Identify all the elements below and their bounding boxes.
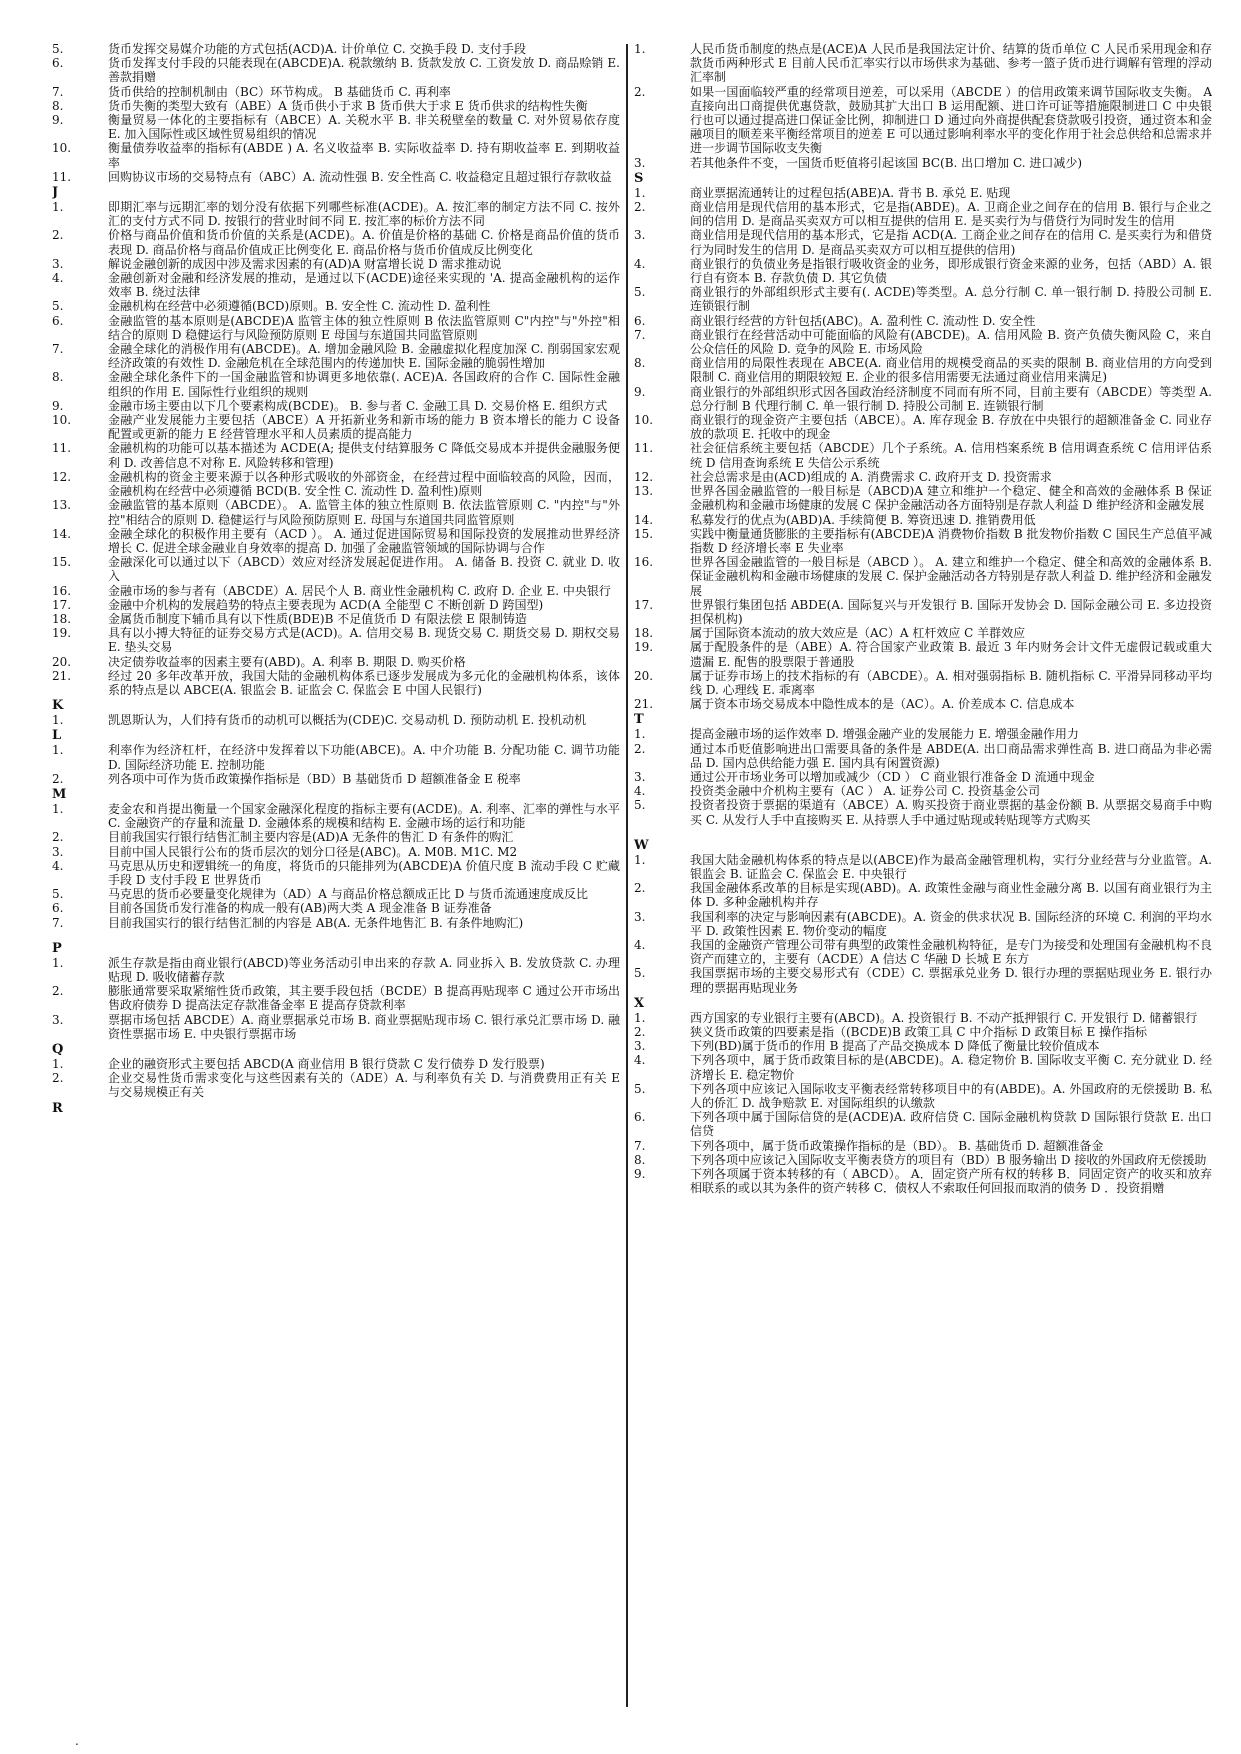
question-number: 1.: [634, 852, 646, 867]
question-number: 18.: [52, 611, 72, 626]
question-item: [52, 655, 620, 669]
question-text: 金属货币制度下辅币具有以下性质(BDE)B 不足值货币 D 有限法偿 E 限制铸造: [108, 611, 527, 626]
question-number: 8.: [52, 98, 64, 113]
question-number: 12.: [52, 469, 72, 484]
question-number: 6.: [52, 313, 64, 328]
question-item: [634, 285, 1212, 313]
question-item: [634, 697, 1212, 711]
question-item: [52, 626, 620, 654]
question-text: 下列各项中应该记入国际收支平衡表贷方的项目有（BD）B 服务输出 D 接收的外国政府无偿援助: [690, 1152, 1207, 1167]
question-item: [52, 830, 620, 844]
question-text: 下列各项中应该记入国际收支平衡表经常转移项目中的有(ABDE)。A. 外国政府的无偿援助 B. 私人的侨汇 D. 战争赔款 E. 对国际组织的认缴款: [690, 1081, 1212, 1111]
question-item: [634, 513, 1212, 527]
question-text: 派生存款是指由商业银行(ABCD)等业务活动引申出来的存款 A. 同业拆入 B. 发放贷款 C. 办理贴现 D. 吸收储蓄存款: [108, 955, 620, 984]
question-text: 投资者投资于票据的渠道有（ABCE）A. 购买投资于商业票据的基金份额 B. 从票据交易商手中购买 C. 从发行人手中直接购买 E. 从持票人手中通过贴现或转贴现等方式购买: [690, 798, 1212, 827]
question-text: 商业银行在经营活动中可能面临的风险有(ABCDE)。A. 信用风险 B. 资产负债失衡风险 C，来自公众信任的风险 D. 竞争的风险 E. 市场风险: [690, 327, 1212, 357]
left-column: [52, 42, 620, 1707]
question-number: 19.: [52, 626, 72, 641]
question-text: 下列(BD)属于货币的作用 B 提高了产品交换成本 D 降低了衡量比较价值成本: [690, 1039, 1100, 1054]
question-item: [52, 555, 620, 583]
question-item: [52, 527, 620, 555]
question-item: [634, 881, 1212, 909]
question-item: [634, 441, 1212, 469]
question-item: [52, 113, 620, 141]
question-item: [52, 669, 620, 697]
question-number: 2.: [634, 881, 646, 896]
question-number: 15.: [52, 555, 72, 570]
question-item: [634, 853, 1212, 881]
question-number: 5.: [634, 285, 646, 300]
question-item: [52, 713, 620, 727]
question-item: [52, 257, 620, 271]
question-text: 世界各国金融监管的一般目标是（ABCD ）。 A. 建立和维护一个稳定、健全和高效的金融体系 B. 保证金融机构和金融市场健康的发展 C. 保护金融活动各方特别是存款人利益 D. 维护经济和金融发展: [690, 555, 1212, 598]
question-number: 2.: [52, 228, 64, 243]
question-item: [52, 299, 620, 313]
question-number: 1.: [52, 801, 64, 816]
question-number: 5.: [52, 887, 64, 902]
question-text: 马克思的货币必要量变化规律为（AD）A 与商品价格总额成正比 D 与货币流通速度成反比: [108, 887, 589, 902]
question-item: [52, 56, 620, 84]
question-text: 衡量贸易一体化的主要指标有（ABCE）A. 关税水平 B. 非关税壁垒的数量 C. 对外贸易依存度 E. 加入国际性或区域性贸易组织的情况: [108, 113, 620, 142]
question-text: 社会总需求是由(ACD)组成的 A. 消费需求 C. 政府开支 D. 投资需求: [690, 469, 1052, 484]
question-number: 4.: [634, 256, 646, 271]
question-text: 商业银行的负债业务是指银行吸收资金的业务，即形成银行资金来源的业务，包括（ABD）A. 银行自有资本 B. 存款负债 D. 其它负债: [690, 256, 1212, 286]
question-text: 商业信用是现代信用的基本形式，它是指(ABDE)。A. 卫商企业之间存在的信用 B. 银行与企业之间的信用 D. 是商品买卖双方可以相互提供的信用 E. 是买卖行为与借贷行为同时发生的信用: [690, 200, 1212, 229]
question-number: 1.: [52, 1057, 64, 1071]
question-text: 决定债券收益率的因素主要有(ABD)。A. 利率 B. 期限 D. 购买价格: [108, 654, 466, 669]
question-item: [634, 470, 1212, 484]
question-item: [52, 772, 620, 786]
question-item: [634, 770, 1212, 784]
question-item: [52, 200, 620, 228]
question-number: 1.: [634, 1010, 646, 1025]
question-item: [52, 99, 620, 113]
question-item: [52, 170, 620, 184]
question-text: 投资类金融中介机构主要有（AC ） A. 证券公司 C. 投资基金公司: [690, 784, 1040, 799]
question-item: [634, 328, 1212, 356]
question-text: 属于配股条件的是（ABE）A. 符合国家产业政策 B. 最近 3 年内财务会计文件无虚假记载或重大遗漏 E. 配售的股票限于普通股: [690, 640, 1212, 669]
question-number: 13.: [634, 484, 654, 499]
question-text: 实践中衡量通货膨胀的主要指标有(ABCDE)A 消费物价指数 B 批发物价指数 C 国民生产总值平减指数 D 经济增长率 E 失业率: [690, 526, 1212, 555]
question-text: 我国金融体系改革的目标是实现(ABD)。A. 政策性金融与商业性金融分离 B. 以国有商业银行为主体 D. 多种金融机构并存: [690, 881, 1212, 910]
section-letter-heading: W: [634, 837, 649, 853]
question-item: [634, 314, 1212, 328]
question-number: 19.: [634, 640, 654, 655]
question-item: [52, 1071, 620, 1099]
question-number: 11.: [634, 441, 654, 456]
question-text: 目前我国实行银行结售汇制主要内容是(AD)A 无条件的售汇 D 有条件的购汇: [108, 830, 514, 845]
question-text: 企业交易性货币需求变化与这些因素有关的（ADE）A. 与利率负有关 D. 与消费费用正有关 E 与交易规模正有关: [108, 1071, 620, 1100]
footer-mark: .: [75, 1734, 79, 1748]
question-item: [52, 470, 620, 498]
spacer: [52, 930, 620, 940]
question-text: 通过公开市场业务可以增加或减少（CD ） C 商业银行准备金 D 流通中现金: [690, 769, 1095, 784]
question-number: 1.: [52, 743, 64, 758]
question-text: 商业信用是现代信用的基本形式，它是指 ACD(A. 工商企业之间存在的信用 C. 是买卖行为和借贷行为同时发生的信用 D. 是商品买卖双方可以相互提供的信用): [690, 228, 1212, 257]
question-number: 8.: [634, 1152, 646, 1167]
question-number: 3.: [634, 228, 646, 243]
question-number: 3.: [52, 1012, 64, 1027]
question-item: [634, 484, 1212, 512]
question-text: 金融机构的资金主要来源于以各种形式吸收的外部资金，在经营过程中面临较高的风险，因而，金融机构在经营中必须遵循 BCD(B. 安全性 C. 流动性 D. 盈利性)原则: [108, 469, 620, 499]
question-number: 2.: [52, 1071, 64, 1086]
question-item: [52, 228, 620, 256]
question-text: 我国大陆金融机构体系的特点是以(ABCE)作为最高金融管理机构，实行分业经营与分业监管。A. 银监会 B. 证监会 C. 保监会 E. 中央银行: [690, 852, 1212, 881]
question-item: [634, 742, 1212, 770]
question-number: 13.: [52, 498, 72, 513]
question-text: 回购协议市场的交易特点有（ABC）A. 流动性强 B. 安全性高 C. 收益稳定且超过银行存款收益: [108, 169, 612, 184]
question-number: 8.: [634, 356, 646, 371]
question-item: [634, 1110, 1212, 1138]
question-text: 目前中国人民银行公布的货币层次的划分口径是(ABC)。A. M0B. M1C. M2: [108, 844, 518, 859]
question-item: [52, 413, 620, 441]
question-text: 凯恩斯认为，人们持有货币的动机可以概括为(CDE)C. 交易动机 D. 预防动机 E. 投机动机: [108, 713, 587, 728]
section-letter-heading: J: [52, 185, 59, 201]
question-number: 4.: [634, 937, 646, 952]
question-item: [634, 1082, 1212, 1110]
question-item: [634, 1153, 1212, 1167]
question-item: [52, 887, 620, 901]
question-item: [52, 42, 620, 56]
question-number: 7.: [634, 1138, 646, 1153]
question-item: [634, 228, 1212, 256]
question-text: 金融监管的基本原则（ABCDE）。 A. 监管主体的独立性原则 B. 依法监管原则 C. "内控"与"外控"相结合的原则 D. 稳健运行与风险预防原则 E. 母国与东道国共同监管原则: [108, 498, 620, 527]
question-number: 2.: [634, 84, 646, 99]
question-text: 金融全球化的积极作用主要有（ACD ）。 A. 通过促进国际贸易和国际投资的发展推动世界经济增长 C. 促进全球金融业自身效率的提高 D. 加强了金融监管领域的国际协调与合作: [108, 526, 620, 555]
question-item: [52, 916, 620, 930]
section-letter-heading: R: [52, 1100, 63, 1116]
question-item: [52, 802, 620, 830]
question-item: [634, 257, 1212, 285]
question-number: 4.: [634, 1053, 646, 1068]
question-number: 4.: [52, 858, 64, 873]
question-number: 18.: [634, 626, 654, 641]
question-number: 5.: [52, 42, 64, 56]
question-item: [634, 1039, 1212, 1053]
question-number: 12.: [634, 469, 654, 484]
question-text: 西方国家的专业银行主要有(ABCD)。A. 投资银行 B. 不动产抵押银行 C. 开发银行 D. 储蓄银行: [690, 1010, 1198, 1025]
question-number: 6.: [634, 313, 646, 328]
question-text: 金融监管的基本原则是(ABCDE)A 监管主体的独立性原则 B 依法监管原则 C"内控"与"外控"相结合的原则 D 稳健运行与风险预防原则 E 母国与东道国共同监管原则: [108, 313, 620, 342]
question-item: [634, 798, 1212, 826]
question-number: 10.: [52, 141, 72, 156]
question-number: 8.: [52, 370, 64, 385]
question-text: 金融全球化条件下的一国金融监管和协调更多地依靠(. ACE)A. 各国政府的合作 C. 国际性金融组织的作用 E. 国际性行业组织的规则: [108, 370, 620, 399]
question-number: 2.: [52, 984, 64, 999]
question-text: 金融机构在经营中必须遵循(BCD)原则。B. 安全性 C. 流动性 D. 盈利性: [108, 299, 491, 314]
question-item: [634, 356, 1212, 384]
question-text: 金融产业发展能力主要包括（ABCE）A 开拓新业务和新市场的能力 B 资本增长的能力 C 设备配置或更新的能力 E 经营管理水平和人员素质的提高能力: [108, 413, 620, 442]
question-item: [634, 784, 1212, 798]
question-number: 14.: [634, 512, 654, 527]
question-number: 7.: [52, 84, 64, 99]
question-number: 6.: [634, 1110, 646, 1125]
question-text: 属于国际资本流动的放大效应是（AC）A 杠杆效应 C 羊群效应: [690, 626, 1026, 641]
question-text: 若其他条件不变，一国货币贬值将引起该国 BC(B. 出口增加 C. 进口减少): [690, 155, 1083, 170]
question-number: 3.: [634, 155, 646, 170]
question-number: 3.: [52, 844, 64, 859]
question-item: [634, 1025, 1212, 1039]
question-number: 9.: [634, 384, 646, 399]
question-number: 3.: [634, 769, 646, 784]
question-item: [52, 584, 620, 598]
question-text: 目前各国货币发行准备的构成一般有(AB)两大类 A 现金准备 B 证券准备: [108, 901, 492, 916]
question-number: 10.: [634, 413, 654, 428]
question-text: 下列各项属于资本转移的有（ ABCD）。 A．固定资产所有权的转移 B．同固定资产的收买和放弃相联系的或以其为条件的资产转移 C．债权人不索取任何回报而取消的债务 D ．投资捐赠: [690, 1167, 1212, 1196]
question-item: [634, 85, 1212, 156]
question-text: 金融市场的参与者有（ABCDE）A. 居民个人 B. 商业性金融机构 C. 政府 D. 企业 E. 中央银行: [108, 583, 611, 598]
question-item: [634, 42, 1212, 85]
question-text: 价格与商品价值和货币价值的关系是(ACDE)。A. 价值是价格的基础 C. 价格是商品价值的货币表现 D. 商品价格与商品价值成正比例变化 E. 商品价格与货币价值成反比例变化: [108, 228, 620, 257]
question-item: [634, 669, 1212, 697]
section-letter-heading: S: [634, 170, 644, 186]
question-item: [52, 859, 620, 887]
question-number: 17.: [52, 597, 72, 612]
question-text: 目前我国实行的银行结售汇制的内容是 AB(A. 无条件地售汇 B. 有条件地购汇): [108, 915, 524, 930]
question-number: 20.: [52, 654, 72, 669]
question-number: 9.: [52, 113, 64, 128]
question-number: 1.: [634, 42, 646, 56]
question-number: 4.: [634, 784, 646, 799]
section-letter-heading: P: [52, 940, 62, 956]
section-letter-heading: M: [52, 786, 67, 802]
question-text: 具有以小搏大特征的证券交易方式是(ACD)。A. 信用交易 B. 现货交易 C. 期货交易 D. 期权交易 E. 垫头交易: [108, 626, 620, 655]
question-item: [634, 1011, 1212, 1025]
question-text: 金融创新对金融和经济发展的推动，是通过以下(ACDE)途径来实现的 'A. 提高金融机构的运作效率 B. 绕过法律: [108, 271, 620, 300]
question-item: [52, 271, 620, 299]
question-text: 狭义货币政策的四要素是指（(BCDE)B 政策工具 C 中介指标 D 政策目标 E 操作指标: [690, 1025, 1148, 1039]
question-item: [52, 342, 620, 370]
question-number: 10.: [52, 413, 72, 428]
question-number: 2.: [52, 830, 64, 845]
question-item: [52, 598, 620, 612]
question-item: [634, 626, 1212, 640]
spacer: [634, 827, 1212, 837]
question-number: 2.: [634, 741, 646, 756]
question-text: 属于证券市场上的技术指标的有（ABCDE）。A. 相对强弱指标 B. 随机指标 C. 平滑异同移动平均线 D. 心理线 E. 乖离率: [690, 668, 1212, 697]
question-text: 世界银行集团包括 ABDE(A. 国际复兴与开发银行 B. 国际开发协会 D. 国际金融公司 E. 多边投资担保机构): [690, 597, 1212, 626]
question-item: [634, 598, 1212, 626]
question-number: 2.: [634, 1025, 646, 1039]
question-text: 下列各项中，属于货币政策操作指标的是（BD）。 B. 基础货币 D. 超额准备金: [690, 1138, 1104, 1153]
question-text: 世界各国金融监管的一般目标是（ABCD)A 建立和维护一个稳定、健全和高效的金融体系 B 保证金融机构和金融市场健康的发展 C 保护金融活动各方面特别是存款人利益 D 维护经济和金融发展: [690, 484, 1212, 513]
question-text: 金融全球化的消极作用有(ABCDE)。A. 增加金融风险 B. 金融虚拟化程度加深 C. 削弱国家宏观经济政策的有效性 D. 金融危机在全球范围内的传递加快 E. 国际金融的脆弱性增加: [108, 342, 620, 371]
question-item: [634, 1139, 1212, 1153]
question-number: 5.: [634, 798, 646, 813]
question-item: [634, 555, 1212, 598]
question-item: [634, 186, 1212, 200]
question-item: [52, 370, 620, 398]
question-text: 人民币货币制度的热点是(ACE)A 人民币是我国法定计价、结算的货币单位 C 人民币采用现金和存款货币两种形式 E 目前人民币汇率实行以市场供求为基础、参考一篮子货币进行调解有管理的浮动汇率制: [690, 42, 1212, 85]
section-letter-heading: L: [52, 728, 62, 744]
question-number: 4.: [52, 271, 64, 286]
question-number: 7.: [634, 327, 646, 342]
question-text: 如果一国面临较严重的经常项目逆差，可以采用（ABCDE ）的信用政策来调节国际收支失衡。 A 直接向出口商提供优惠贷款，鼓励其扩大出口 B 运用配额、进口许可证等措施限制进口 C 中央银行也可以通过提高进口保证金比例，抑制进口 D 通过向外商提供配套贷款吸引投资，通过资本和金融项目的顺差来平衡经常项目的逆差 E 可以通过影响利率水平的变化作用于社会总供给和总需求并进一步调节国际收支失衡: [690, 84, 1212, 156]
question-number: 9.: [634, 1167, 646, 1182]
section-letter-heading: Q: [52, 1042, 64, 1057]
question-text: 金融市场主要由以下几个要素构成(BCDE)。 B. 参与者 C. 金融工具 D. 交易价格 E. 组织方式: [108, 398, 608, 413]
question-number: 5.: [634, 1081, 646, 1096]
question-text: 社会征信系统主要包括（ABCDE）几个子系统。A. 信用档案系统 B 信用调查系统 C 信用评估系统 D 信用查询系统 E 失信公示系统: [690, 441, 1212, 470]
question-number: 11.: [52, 169, 72, 184]
question-text: 膨胀通常要采取紧缩性货币政策，其主要手段包括（BCDE）B 提高再贴现率 C 通过公开市场出售政府债券 D 提高法定存款准备金率 E 提高存贷款利率: [108, 984, 620, 1013]
question-item: [634, 640, 1212, 668]
question-text: 商业银行经营的方针包括(ABC)。A. 盈利性 C. 流动性 D. 安全性: [690, 313, 1036, 328]
question-text: 货币发挥支付手段的只能表现在(ABCDE)A. 税款缴纳 B. 货款发放 C. 工资发放 D. 商品赊销 E. 善款捐赠: [108, 56, 620, 85]
question-number: 21.: [52, 668, 72, 683]
question-number: 3.: [52, 256, 64, 271]
question-item: [634, 385, 1212, 413]
question-item: [52, 1013, 620, 1041]
question-text: 金融中介机构的发展趋势的特点主要表现为 ACD(A 全能型 C 不断创新 D 跨国型): [108, 597, 544, 612]
question-text: 马克思从历史和逻辑统一的角度，将货币的只能排列为(ABCDE)A 价值尺度 B 流动手段 C 贮藏手段 D 支付手段 E 世界货币: [108, 858, 620, 887]
question-text: 解说金融创新的成因中涉及需求因素的有(AD)A 财富增长说 D 需求推动说: [108, 256, 502, 271]
question-text: 商业银行的外部组织形式因各国政治经济制度不同而有所不同，目前主要有（ABCDE）等类型 A. 总分行制 B 代理行制 C. 单一银行制 D. 持股公司制 E. 连锁银行制: [690, 384, 1212, 413]
question-text: 商业银行的现金资产主要包括（ABCE）。A. 库存现金 B. 存放在中央银行的超额准备金 C. 同业存放的款项 E. 托收中的现金: [690, 413, 1212, 442]
question-item: [634, 910, 1212, 938]
question-text: 商业银行的外部组织形式主要有(. ACDE)等类型。A. 总分行制 C. 单一银行制 D. 持股公司制 E. 连锁银行制: [690, 285, 1212, 314]
question-item: [634, 527, 1212, 555]
question-item: [52, 85, 620, 99]
question-number: 7.: [52, 342, 64, 357]
column-divider: [626, 44, 628, 1707]
question-text: 下列各项中，属于货币政策目标的是(ABCDE)。A. 稳定物价 B. 国际收支平衡 C. 充分就业 D. 经济增长 E. 稳定物价: [690, 1053, 1212, 1082]
question-number: 3.: [634, 1039, 646, 1054]
section-letter-heading: X: [634, 995, 645, 1011]
question-number: 5.: [634, 966, 646, 981]
question-item: [634, 1167, 1212, 1195]
question-text: 企业的融资形式主要包括 ABCD(A 商业信用 B 银行贷款 C 发行债券 D 发行股票): [108, 1057, 545, 1071]
question-text: 提高金融市场的运作效率 D. 增强金融产业的发展能力 E. 增强金融作用力: [690, 727, 1079, 742]
question-item: [52, 441, 620, 469]
question-number: 11.: [52, 441, 72, 456]
question-item: [634, 966, 1212, 994]
question-number: 7.: [52, 915, 64, 930]
question-item: [52, 845, 620, 859]
right-column: [634, 42, 1212, 1707]
question-text: 利率作为经济杠杆，在经济中发挥着以下功能(ABCE)。A. 中介功能 B. 分配功能 C. 调节功能 D. 国际经济功能 E. 控制功能: [108, 743, 620, 772]
question-item: [634, 727, 1212, 741]
question-item: [52, 612, 620, 626]
question-item: [52, 1057, 620, 1071]
question-number: 16.: [634, 555, 654, 570]
question-number: 9.: [52, 398, 64, 413]
question-text: 下列各项中属于国际信贷的是(ACDE)A. 政府信贷 C. 国际金融机构贷款 D 国际银行贷款 E. 出口信贷: [690, 1110, 1212, 1139]
question-item: [634, 413, 1212, 441]
question-number: 20.: [634, 668, 654, 683]
section-letter-heading: T: [634, 712, 644, 728]
question-text: 列各项中可作为货币政策操作指标是（BD）B 基础货币 D 超额准备金 E 税率: [108, 771, 521, 786]
question-item: [52, 498, 620, 526]
question-item: [52, 314, 620, 342]
question-number: 1.: [52, 955, 64, 970]
question-number: 14.: [52, 526, 72, 541]
question-item: [634, 156, 1212, 170]
question-number: 5.: [52, 299, 64, 314]
question-text: 货币失衡的类型大致有（ABE）A 货币供小于求 B 货币供大于求 E 货币供求的结构性失衡: [108, 98, 588, 113]
question-item: [52, 399, 620, 413]
question-text: 衡量债券收益率的指标有(ABDE ) A. 名义收益率 B. 实际收益率 D. 持有期收益率 E. 到期收益率: [108, 141, 620, 170]
question-text: 金融机构的功能可以基本描述为 ACDE(A; 提供支付结算服务 C 降低交易成本并提供金融服务便利 D. 改善信息不对称 E. 风险转移和管理): [108, 441, 620, 470]
question-number: 6.: [52, 901, 64, 916]
question-text: 我国票据市场的主要交易形式有（CDE）C. 票据承兑业务 D. 银行办理的票据贴现业务 E. 银行办理的票据再贴现业务: [690, 966, 1212, 995]
question-number: 6.: [52, 56, 64, 71]
question-text: 即期汇率与远期汇率的划分没有依据下列哪些标准(ACDE)。A. 按汇率的制定方法不同 C. 按外汇的支付方式不同 D. 按银行的营业时间不同 E. 按汇率的标价方法不同: [108, 200, 620, 229]
question-item: [634, 938, 1212, 966]
question-number: 1.: [634, 727, 646, 742]
question-item: [52, 984, 620, 1012]
document-page: [52, 42, 1212, 1707]
question-text: 经过 20 多年改革开放，我国大陆的金融机构体系已逐步发展成为多元化的金融机构体系，该体系的特点是以 ABCE(A. 银监会 B. 证监会 C. 保监会 E 中国人民银行): [108, 668, 620, 697]
question-text: 货币供给的控制机制由（BC）环节构成。 B 基础货币 C. 再利率: [108, 84, 451, 99]
question-number: 2.: [52, 771, 64, 786]
question-number: 1.: [52, 713, 64, 728]
question-item: [52, 901, 620, 915]
question-text: 商业票据流通转让的过程包括(ABE)A. 背书 B. 承兑 E. 贴现: [690, 185, 1011, 200]
question-item: [634, 200, 1212, 228]
question-number: 21.: [634, 697, 654, 712]
question-number: 1.: [52, 200, 64, 215]
question-item: [52, 141, 620, 169]
question-item: [52, 956, 620, 984]
question-number: 2.: [634, 200, 646, 215]
question-text: 我国利率的决定与影响因素有(ABCDE)。A. 资金的供求状况 B. 国际经济的环境 C. 利润的平均水平 D. 政策性因素 E. 物价变动的幅度: [690, 909, 1212, 938]
question-text: 通过本币贬值影响进出口需要具备的条件是 ABDE(A. 出口商品需求弹性高 B. 进口商品为非必需品 D. 国内总供给能力强 E. 国内具有闲置资源): [690, 741, 1212, 770]
question-number: 3.: [634, 909, 646, 924]
question-item: [634, 1053, 1212, 1081]
question-text: 我国的金融资产管理公司带有典型的政策性金融机构特征，是专门为接受和处理国有金融机构不良资产而建立的，主要有（ACDE）A 信达 C 华融 D 长城 E 东方: [690, 937, 1212, 967]
question-item: [52, 743, 620, 771]
question-text: 属于资本市场交易成本中隐性成本的是（AC）。A. 价差成本 C. 信息成本: [690, 697, 1075, 712]
question-text: 麦金农和肖提出衡量一个国家金融深化程度的指标主要有(ACDE)。A. 利率、汇率的弹性与水平 C. 金融资产的存量和流量 D. 金融体系的规模和结构 E. 金融市场的运行和功能: [108, 801, 620, 831]
question-number: 15.: [634, 526, 654, 541]
question-text: 票据市场包括 ABCDE）A. 商业票据承兑市场 B. 商业票据贴现市场 C. 银行承兑汇票市场 D. 融资性票据市场 E. 中央银行票据市场: [108, 1012, 620, 1041]
question-text: 金融深化可以通过以下（ABCD）效应对经济发展起促进作用。 A. 储备 B. 投资 C. 就业 D. 收入: [108, 555, 620, 584]
question-number: 17.: [634, 597, 654, 612]
question-number: 1.: [634, 185, 646, 200]
question-text: 货币发挥交易媒介功能的方式包括(ACD)A. 计价单位 C. 交换手段 D. 支付手段: [108, 42, 526, 56]
section-letter-heading: K: [52, 698, 64, 714]
question-text: 商业信用的局限性表现在 ABCE(A. 商业信用的规模受商品的买卖的限制 B. 商业信用的方向受到限制 C. 商业信用的期限较短 E. 企业的很多信用需要无法通过商业信用来满足): [690, 356, 1212, 385]
question-number: 16.: [52, 583, 72, 598]
question-text: 私募发行的优点为(ABD)A. 手续简便 B. 筹资迅速 D. 推销费用低: [690, 512, 1036, 527]
